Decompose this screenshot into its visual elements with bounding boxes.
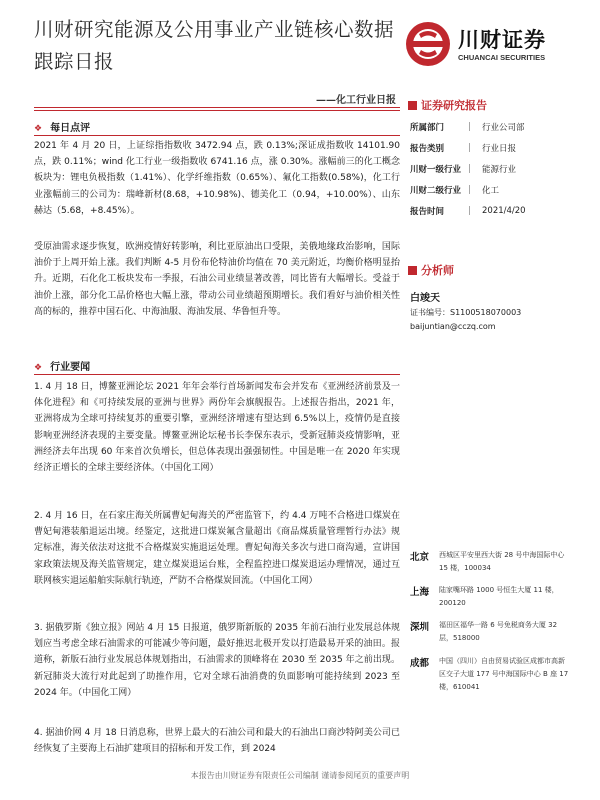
page-footer: 本报告由川财证券有限责任公司编制 谨请参阅尾页的重要声明 <box>190 771 410 780</box>
office-address: 中国（四川）自由贸易试验区成都市高新区交子大道 177 号中海国际中心 B 座 17 楼，610041 <box>439 657 569 691</box>
info-key: 报告时间 <box>410 206 445 217</box>
analyst-heading: 分析师 <box>408 262 454 278</box>
news-item-3: 3. 据俄罗斯《独立报》网站 4 月 15 日报道，俄罗斯新版的 2035 年前石油行业发展总体规划应当考虑全球石油需求的可能减少等问题，最好推迟北极开发以打造最易开采的油田。报道称，新版石油行业发展总体规划指出，石油需求的顶峰将在 2030 至 2035 年之前出现。新冠肺炎大流行对此起到了助推作用，它对全球石油消费的负面影响可能持续到 2023 至 2024 年。（中国化工网） <box>34 623 400 698</box>
table-row: 川财一级行业 | 能源行业 <box>410 158 590 179</box>
info-key: 川财二级行业 <box>410 185 462 196</box>
chuancai-logo-icon <box>404 20 452 68</box>
info-key: 川财一级行业 <box>410 164 462 175</box>
news-item-4: 4. 据油价网 4 月 18 日消息称，世界上最大的石油公司和最大的石油出口商沙特阿美公司已经恢复了主要海上石油扩建项目的招标和开发工作，到 2024 <box>34 728 400 755</box>
info-key: 所属部门 <box>410 122 445 133</box>
report-title: 川财研究能源及公用事业产业链核心数据跟踪日报 <box>34 18 395 73</box>
info-value: 行业公司部 <box>482 122 525 133</box>
logo-english: CHUANCAI SECURITIES <box>458 53 546 62</box>
diamond-icon: ❖ <box>34 124 43 134</box>
daily-comment-paragraph-1: 2021 年 4 月 20 日，上证综指指数收 3472.94 点，跌 0.13%;深证成指数收 14101.90 点，跌 0.11%；wind 化工行业一级指数收 6741.16 点，涨 0.30%。涨幅前三的化工概念板块为：锂电负极指数（1.41%）、化学纤维指数（0.65%）、氟化工指数(0.58%)，化工行业涨幅前三的公司为：瑞峰新材(8.68，+10.98%)、德美化工（0.94，+10.00%）、山东赫达（5.68，+8.45%）。 <box>34 141 400 216</box>
analyst-info <box>410 289 521 334</box>
section-divider <box>34 135 400 136</box>
header-divider-thin <box>34 110 400 111</box>
info-value: 能源行业 <box>482 164 517 175</box>
table-row: 川财二级行业 | 化工 <box>410 179 590 200</box>
section-divider <box>34 374 400 375</box>
office-city: 北京 <box>410 552 430 563</box>
info-value: 化工 <box>482 185 500 196</box>
office-address: 福田区福华一路 6 号免税商务大厦 32 层，518000 <box>439 621 558 642</box>
report-subtitle: ——化工行业日报 <box>316 95 396 106</box>
header-divider <box>34 107 400 108</box>
table-row: 报告类别 | 行业日报 <box>410 137 590 158</box>
office-address: 陆家嘴环路 1000 号恒生大厦 11 楼，200120 <box>439 586 559 607</box>
news-item-1: 1. 4 月 18 日，博鳌亚洲论坛 2021 年年会举行首场新闻发布会并发布《亚洲经济前景及一体化进程》和《可持续发展的亚洲与世界》两份年会旗舰报告。上述报告指出，2021 年，亚洲将成为全球可持续复苏的重要引擎，亚洲经济增速有望达到 6.5%以上，疫情仍是直接影响亚洲经济表现的主要变量。博鳌亚洲论坛秘书长李保东表示，受新冠肺炎疫情影响，亚洲经济去年出现 60 年来首次负增长，但总体表现出强强韧性。中国是唯一在 2020 年实现经济正增长的全球主要经济体。（中国化工网） <box>34 382 400 474</box>
daily-comment-paragraph-2: 受原油需求逐步恢复，欧洲疫情好转影响，利比亚原油出口受限，美俄地缘政治影响，国际油价于上周开始上涨。我们判断 4-5 月份布伦特油价均值在 70 美元附近，均衡价格明显抬升。近期，石化化工板块发布一季报，石油公司业绩显著改善，同比皆有大幅增长。受益于油价上涨，部分化工品价格也大幅上涨，带动公司业绩超预期增长。我们看好与油价相关性高的标的，推荐中国石化、中海油服、海油发展、华鲁恒升等。 <box>34 242 400 317</box>
company-logo <box>404 18 584 76</box>
analyst-name: 白竣天 <box>410 293 440 304</box>
table-row: 所属部门 | 行业公司部 <box>410 116 590 137</box>
logo-name: 川财证券 <box>458 28 546 52</box>
office-city: 深圳 <box>410 622 430 633</box>
analyst-cert: 证书编号：S1100518070003 <box>410 308 522 317</box>
diamond-icon: ❖ <box>34 363 43 373</box>
square-icon <box>408 101 417 110</box>
report-info-heading: 证券研究报告 <box>408 97 487 113</box>
office-city: 成都 <box>410 658 430 669</box>
news-item-2: 2. 4 月 16 日，在石家庄海关所属曹妃甸海关的严密监管下，约 4.4 万吨不合格进口煤炭在曹妃甸港装船退运出境。经鉴定，这批进口煤炭氟含量超出《商品煤质量管理暂行办法》规定标准，海关依法对这批不合格煤炭实施退运处理。曹妃甸海关多次与进口商沟通，宣讲国家政策法规及海关监管规定，建立煤炭退运台账，全程监控进口煤炭退运办理情况，通过互联网核实退运船舶实际航行轨迹，严防不合格煤炭回流。（中国化工网） <box>34 511 400 586</box>
table-row: 报告时间 | 2021/4/20 <box>410 200 590 221</box>
section-news-heading: ❖ 行业要闻 <box>34 362 91 373</box>
analyst-email[interactable]: baijuntian@cczq.com <box>410 322 496 331</box>
info-value: 行业日报 <box>482 143 517 154</box>
square-icon <box>408 266 417 275</box>
report-info-table <box>410 116 590 221</box>
section-daily-comment-heading: ❖ 每日点评 <box>34 123 91 134</box>
office-address: 西城区平安里西大街 28 号中海国际中心 15 楼，100034 <box>439 551 565 572</box>
info-value: 2021/4/20 <box>482 205 526 216</box>
info-key: 报告类别 <box>410 143 445 154</box>
office-city: 上海 <box>410 587 430 598</box>
